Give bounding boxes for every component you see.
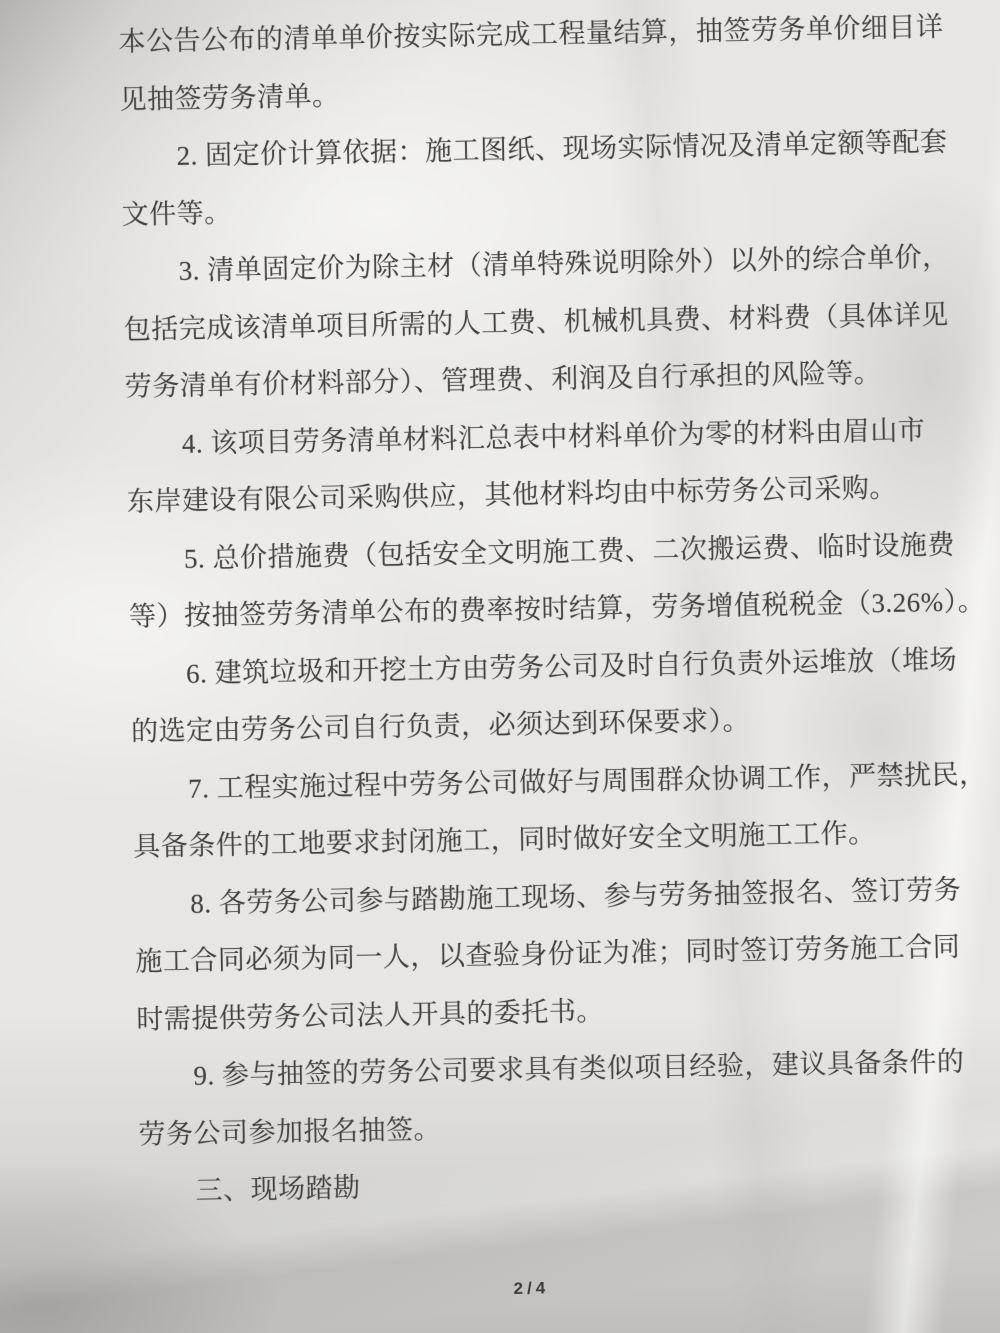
document-line: 本公告公布的清单单价按实际完成工程量结算，抽签劳务单价细目详 — [118, 11, 944, 57]
document-line: 7. 工程实施过程中劳务公司做好与周围群众协调工作，严禁扰民， — [187, 758, 987, 804]
document-line: 3. 清单固定价为除主材（清单特殊说明除外）以外的综合单价， — [178, 241, 950, 286]
document-line: 包括完成该清单项目所需的人工费、机械机具费、材料费（具体详见 — [123, 299, 949, 345]
section-heading: 三、现场踏勘 — [195, 1172, 361, 1206]
document-line: 等）按抽签劳务清单公布的费率按时结算，劳务增值税税金（3.26%）。 — [128, 586, 986, 632]
document-line: 的选定由劳务公司自行负责，必须达到环保要求）。 — [130, 705, 751, 747]
document-line: 6. 建筑垃圾和开挖土方由劳务公司及时自行负责外运堆放（堆场 — [185, 644, 958, 689]
document-line: 施工合同必须为同一人，以查验身份证为准；同时签订劳务施工合同 — [135, 931, 961, 977]
document-line: 2. 固定价计算依据：施工图纸、现场实际情况及清单定额等配套 — [176, 126, 948, 171]
document-line: 劳务清单有价材料部分）、管理费、利润及自行承担的风险等。 — [124, 358, 882, 402]
document-line: 文件等。 — [121, 197, 232, 230]
document-line: 8. 各劳务公司参与踏勘施工现场、参与劳务抽签报名、签订劳务 — [190, 874, 962, 919]
document-line: 见抽签劳务清单。 — [119, 80, 340, 115]
page-number: 2/4 — [513, 1278, 550, 1298]
document-line: 4. 该项目劳务清单材料汇总表中材料单价为零的材料由眉山市 — [181, 414, 926, 459]
document-line: 9. 参与抽签的劳务公司要求具有类似项目经验，建议具备条件的 — [193, 1046, 965, 1091]
document-line: 具备条件的工地要求封闭施工，同时做好安全文明施工工作。 — [132, 818, 876, 862]
document-line: 东岸建设有限公司采购供应，其他材料均由中标劳务公司采购。 — [126, 472, 898, 517]
document-line: 劳务公司参加报名抽签。 — [138, 1113, 442, 1150]
document-line: 时需提供劳务公司法人开具的委托书。 — [136, 995, 605, 1035]
document-line: 5. 总价措施费（包括安全文明施工费、二次搬运费、临时设施费 — [183, 529, 956, 574]
document-text-block — [118, 0, 987, 1298]
